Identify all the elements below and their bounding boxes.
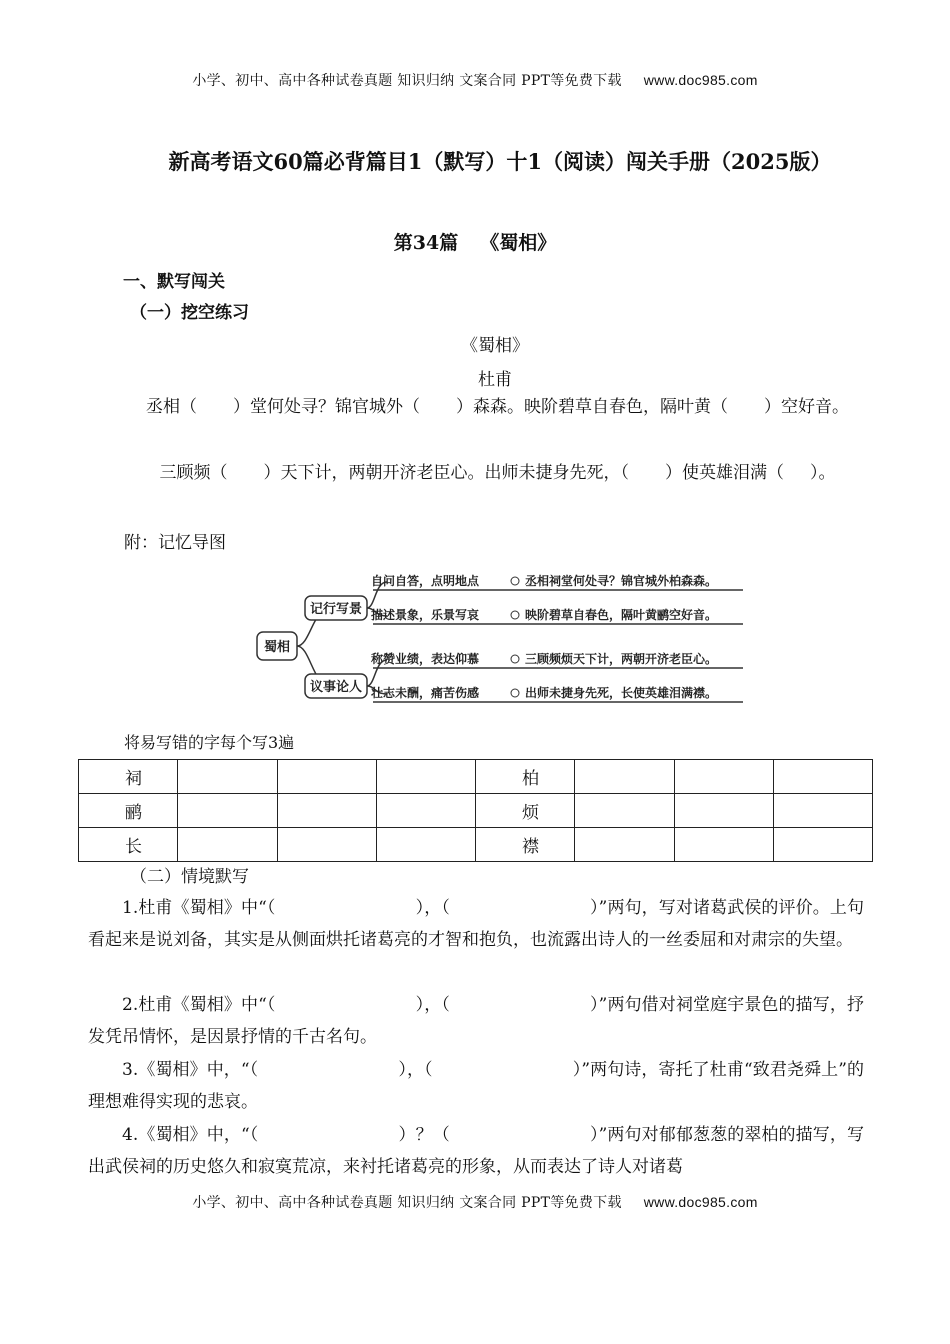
question-text: ）”两句对郁郁葱葱的翠柏的描写，写出武侯祠的历史悠久和寂寞荒凉，来衬托诸葛亮的形象，从而表达了诗人对诸葛 — [88, 1125, 864, 1177]
poem-line-1 — [130, 391, 865, 424]
question-text: ），（ — [415, 995, 450, 1015]
mindmap-leaf-dot — [511, 611, 519, 619]
memory-mindmap — [255, 558, 745, 718]
mindmap-branch-1-label: 记行写景 — [309, 602, 363, 617]
practice-char: 长 — [79, 828, 178, 862]
question-4 — [88, 1119, 864, 1183]
practice-cell[interactable] — [674, 794, 773, 828]
question-text: 3.《蜀相》中，“（ — [122, 1060, 259, 1080]
page-footer — [0, 1192, 950, 1212]
practice-cell[interactable] — [376, 828, 475, 862]
mindmap-note: 附：记忆导图 — [124, 533, 226, 553]
mindmap-leaf-line: 映阶碧草自春色，隔叶黄鹂空好音。 — [525, 608, 718, 622]
mindmap-leaf-key: 壮志未酬，痛苦伤感 — [371, 686, 480, 700]
question-text: ）”两句，写对诸葛武侯的评价。上句看起来是说刘备，其实是从侧面烘托诸葛亮的才智和抱负，也流露出诗人的一丝委屈和对肃宗的失望。 — [88, 898, 864, 950]
practice-cell[interactable] — [674, 828, 773, 862]
character-practice-table — [78, 759, 873, 862]
poem-line-2 — [130, 457, 865, 490]
mindmap-leaf-line: 丞相祠堂何处寻？锦官城外柏森森。 — [525, 574, 718, 588]
mindmap-leaf-key: 自问自答，点明地点 — [371, 574, 480, 588]
poem-text: ）空好 — [764, 397, 815, 417]
question-text: ），（ — [415, 898, 450, 918]
practice-cell[interactable] — [773, 828, 872, 862]
header-url[interactable]: www.doc985.com — [643, 72, 758, 88]
practice-cell[interactable] — [376, 760, 475, 794]
lesson-number: 第34篇 — [393, 232, 459, 254]
mindmap-branch-2-label: 议事论人 — [309, 680, 363, 695]
practice-char: 襟 — [476, 828, 575, 862]
question-text: ），（ — [398, 1060, 433, 1080]
mindmap-leaf-dot — [511, 655, 519, 663]
table-row — [79, 794, 873, 828]
practice-cell[interactable] — [277, 760, 376, 794]
mindmap-leaf-line: 三顾频烦天下计，两朝开济老臣心。 — [525, 652, 718, 666]
section-heading-dictation: 一、默写闯关 — [123, 272, 225, 292]
lesson-subtitle — [0, 228, 950, 255]
practice-cell[interactable] — [575, 794, 674, 828]
question-text: 2.杜甫《蜀相》中“（ — [122, 995, 276, 1015]
practice-cell[interactable] — [376, 794, 475, 828]
practice-char: 鹂 — [79, 794, 178, 828]
practice-cell[interactable] — [178, 794, 277, 828]
practice-cell[interactable] — [575, 828, 674, 862]
mindmap-leaf-key: 称赞业绩，表达仰慕 — [371, 652, 480, 666]
section-heading-cloze: （一）挖空练习 — [130, 303, 249, 323]
practice-char: 祠 — [79, 760, 178, 794]
practice-cell[interactable] — [674, 760, 773, 794]
question-text: ）？（ — [398, 1125, 450, 1145]
practice-cell[interactable] — [277, 828, 376, 862]
poem-author: 杜甫 — [478, 370, 512, 390]
poem-text: ）。 — [810, 463, 836, 483]
question-text: ）”两句借对祠堂庭宇景色的描写，抒发凭吊情怀，是因景抒情的千古名句。 — [88, 995, 864, 1047]
practice-cell[interactable] — [773, 794, 872, 828]
page-header — [0, 70, 950, 90]
footer-text: 小学、初中、高中各种试卷真题 知识归纳 文案合同 PPT等免费下载 — [192, 1195, 622, 1211]
poem-title: 《蜀相》 — [461, 336, 529, 356]
footer-url[interactable]: www.doc985.com — [643, 1194, 758, 1210]
poem-text: ）堂何处寻？锦官城外（ — [233, 397, 420, 417]
poem-text: ）森森。映阶碧草自春色，隔叶黄（ — [456, 397, 728, 417]
practice-cell[interactable] — [178, 760, 277, 794]
poem-text: ）使英雄泪满（ — [665, 463, 784, 483]
poem-text: ）天下计，两朝开济老臣心。出师未捷身先死，（ — [263, 463, 629, 483]
practice-char: 烦 — [476, 794, 575, 828]
question-2 — [88, 989, 864, 1053]
poem-text: 音。 — [815, 397, 849, 417]
mindmap-leaf-dot — [511, 689, 519, 697]
question-text: 1.杜甫《蜀相》中“（ — [122, 898, 276, 918]
practice-instruction: 将易写错的字每个写3遍 — [124, 733, 295, 752]
table-row — [79, 828, 873, 862]
mindmap-leaf-key: 描述景象，乐景写哀 — [371, 608, 480, 622]
lesson-name: 《蜀相》 — [480, 232, 557, 254]
mindmap-leaf-line: 出师未捷身先死，长使英雄泪满襟。 — [525, 686, 718, 700]
practice-cell[interactable] — [178, 828, 277, 862]
practice-cell[interactable] — [277, 794, 376, 828]
question-1 — [88, 892, 864, 956]
poem-text: 丞相（ — [146, 397, 197, 417]
question-3 — [88, 1054, 864, 1118]
mindmap-leaf-dot — [511, 577, 519, 585]
practice-char: 柏 — [476, 760, 575, 794]
header-text: 小学、初中、高中各种试卷真题 知识归纳 文案合同 PPT等免费下载 — [192, 73, 622, 89]
poem-text: 三顾频（ — [159, 463, 228, 483]
practice-cell[interactable] — [773, 760, 872, 794]
question-text: ）”两句诗，寄托了杜甫“致君尧舜上”的理想难得实现的悲哀。 — [88, 1060, 864, 1112]
mindmap-center-label: 蜀相 — [263, 640, 291, 655]
document-title: 新高考语文60篇必背篇目1（默写）十1（阅读）闯关手册（2025版） — [168, 149, 832, 174]
practice-cell[interactable] — [575, 760, 674, 794]
table-row — [79, 760, 873, 794]
section-heading-context: （二）情境默写 — [130, 867, 249, 887]
question-text: 4.《蜀相》中，“（ — [122, 1125, 259, 1145]
